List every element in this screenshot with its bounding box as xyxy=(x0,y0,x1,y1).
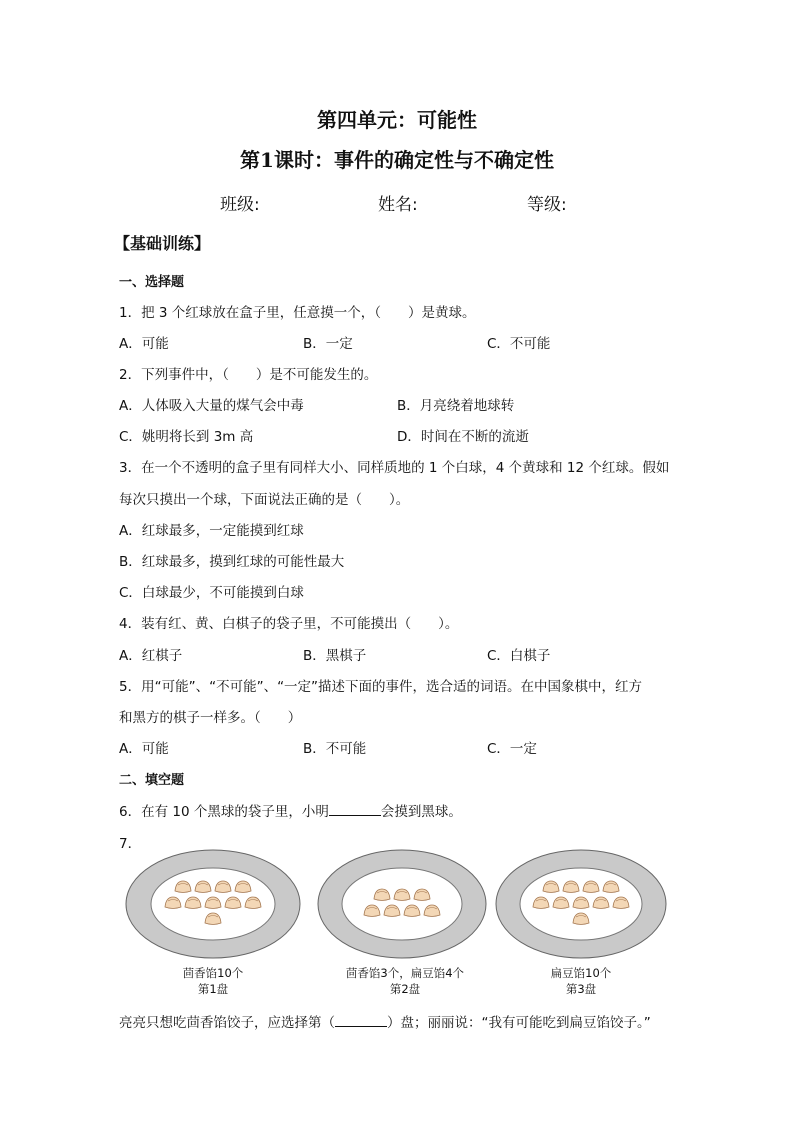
q5-option-c: C．一定 xyxy=(487,741,537,757)
plate-3-label: 扁豆馅10个 xyxy=(550,966,612,980)
q4-option-a: A．红棋子 xyxy=(119,648,183,664)
q1-option-b: B．一定 xyxy=(303,336,353,352)
grade-label: 等级: xyxy=(527,195,567,215)
q3-option-b: B．红球最多，摸到红球的可能性最大 xyxy=(119,554,345,570)
q6-answer-blank[interactable] xyxy=(329,803,381,816)
q1-option-a: A．可能 xyxy=(119,336,169,352)
q4-stem: 4．装有红、黄、白棋子的袋子里，不可能摸出（ ）。 xyxy=(119,616,459,632)
q2-stem: 2．下列事件中，（ ）是不可能发生的。 xyxy=(119,367,378,383)
q3-option-c: C．白球最少，不可能摸到白球 xyxy=(119,585,304,601)
q3-stem-2: 每次只摸出一个球，下面说法正确的是（ ）。 xyxy=(119,492,410,508)
q1-stem: 1．把 3 个红球放在盒子里，任意摸一个，（ ）是黄球。 xyxy=(119,305,476,321)
q7-line xyxy=(119,1011,651,1031)
q5-stem-1: 5．用“可能”、“不可能”、“一定”描述下面的事件，选合适的词语。在中国象棋中，红方 xyxy=(119,679,643,695)
section-fill: 二、填空题 xyxy=(119,773,185,788)
q7-number: 7． xyxy=(119,836,142,852)
plate-2 xyxy=(316,848,488,960)
lesson-title: 第1课时：事件的确定性与不确定性 xyxy=(240,148,554,172)
plate-3 xyxy=(494,848,668,960)
name-label: 姓名: xyxy=(378,195,418,215)
plate-1 xyxy=(124,848,302,960)
plate-3-number: 第3盘 xyxy=(565,982,597,996)
section-head: 【基础训练】 xyxy=(114,234,211,253)
plate-2-number: 第2盘 xyxy=(389,982,421,996)
plate-1-label: 茴香馅10个 xyxy=(182,966,244,980)
q2-option-c: C．姚明将长到 3m 高 xyxy=(119,429,254,445)
class-label: 班级: xyxy=(220,195,260,215)
q7-pre: 亮亮只想吃茴香馅饺子，应选择第（ xyxy=(119,1015,335,1031)
q3-option-a: A．红球最多，一定能摸到红球 xyxy=(119,523,304,539)
q2-option-d: D．时间在不断的流逝 xyxy=(397,429,529,445)
q2-option-a: A．人体吸入大量的煤气会中毒 xyxy=(119,398,304,414)
q3-stem-1: 3．在一个不透明的盒子里有同样大小、同样质地的 1 个白球，4 个黄球和 12 个红球。假如 xyxy=(119,460,670,476)
q4-option-c: C．白棋子 xyxy=(487,648,551,664)
plate-1-number: 第1盘 xyxy=(197,982,229,996)
q6-pre: 6．在有 10 个黑球的袋子里，小明 xyxy=(119,804,329,820)
plate-2-label: 茴香馅3个，扁豆馅4个 xyxy=(345,966,465,980)
q5-stem-2: 和黑方的棋子一样多。（ ） xyxy=(119,710,302,726)
q1-option-c: C．不可能 xyxy=(487,336,551,352)
q7-post: ）盘；丽丽说：“我有可能吃到扁豆馅饺子。” xyxy=(387,1015,651,1031)
q6-line xyxy=(119,800,462,820)
section-choice: 一、选择题 xyxy=(119,275,185,290)
q6-post: 会摸到黑球。 xyxy=(380,804,462,820)
q7-answer-blank[interactable] xyxy=(335,1014,387,1027)
q2-option-b: B．月亮绕着地球转 xyxy=(397,398,515,414)
q4-option-b: B．黑棋子 xyxy=(303,648,367,664)
q5-option-a: A．可能 xyxy=(119,741,169,757)
unit-title: 第四单元：可能性 xyxy=(317,108,477,132)
q5-option-b: B．不可能 xyxy=(303,741,367,757)
